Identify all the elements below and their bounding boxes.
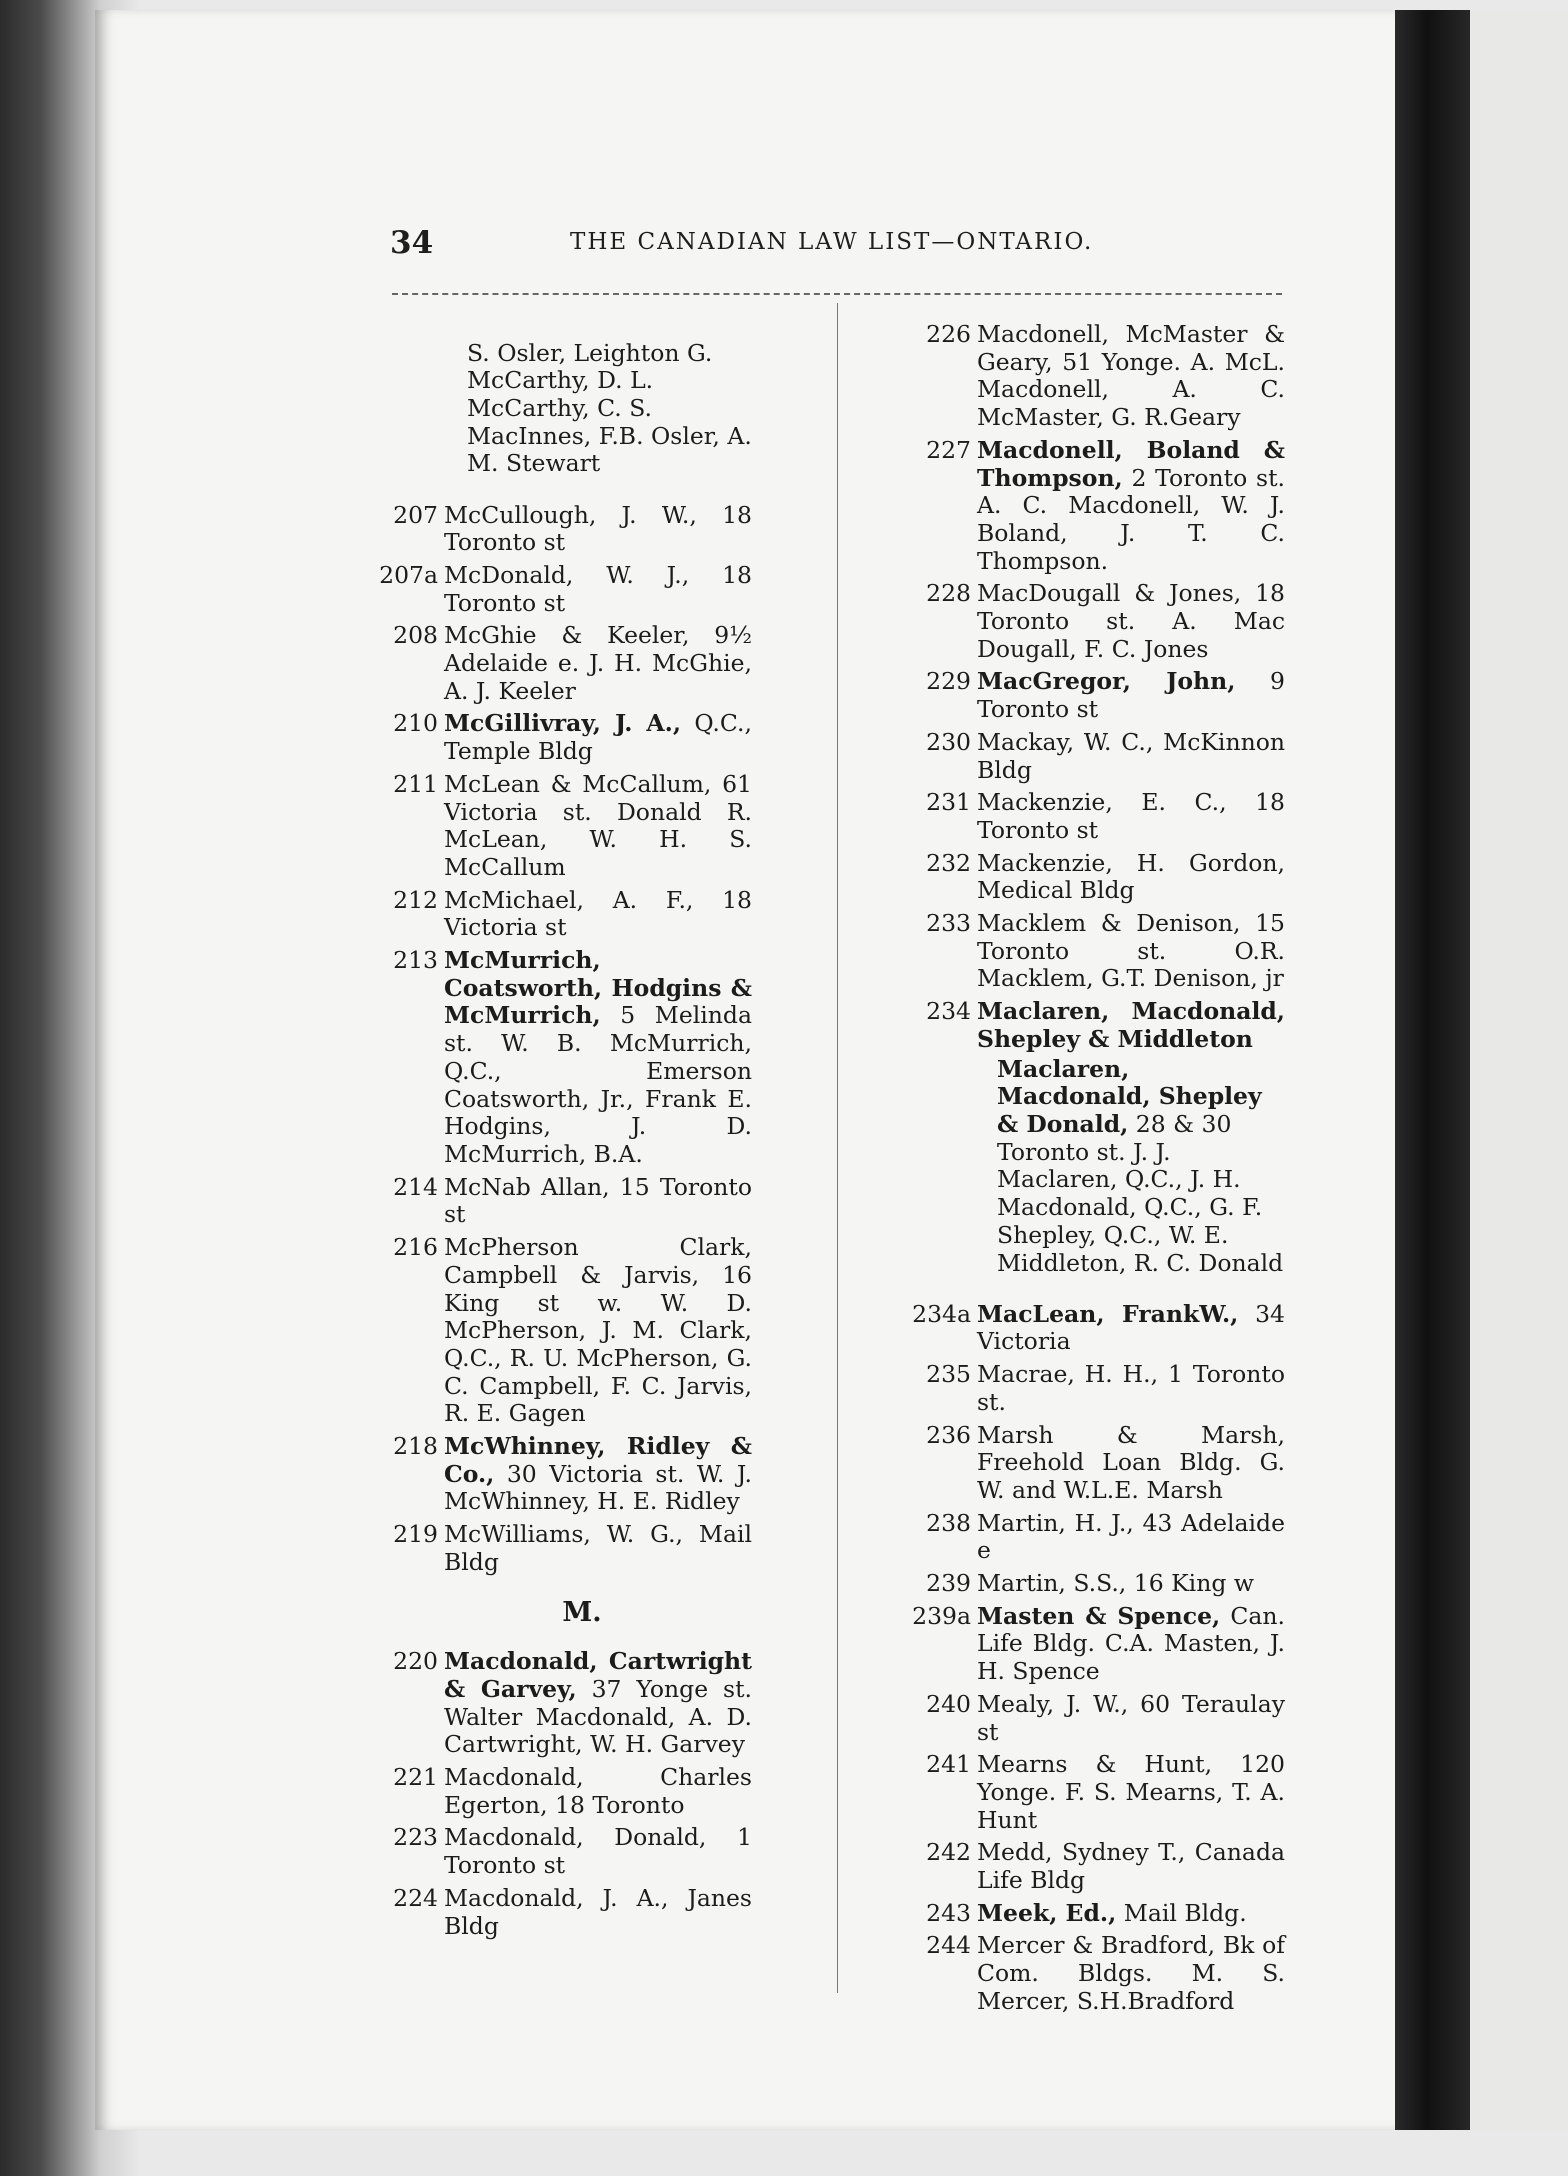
entry-number: 241 xyxy=(926,1750,971,1779)
entry-text: Macdonald, Charles Egerton, 18 Toronto xyxy=(444,1763,752,1819)
directory-entry xyxy=(372,1885,752,1940)
entry-text: Q.C., Temple Bldg xyxy=(444,709,752,766)
entry-body xyxy=(444,1648,752,1759)
entry-body xyxy=(444,1234,752,1428)
entry-number: 243 xyxy=(926,1898,971,1927)
directory-entry xyxy=(905,850,1285,905)
sub-entry-firm: Maclaren, Macdonald, Shepley & Donald, xyxy=(997,1054,1262,1138)
entry-text: Mackenzie, E. C., 18 Toronto st xyxy=(977,788,1285,844)
right-entry-list-after xyxy=(905,1301,1285,2016)
entry-number: 234a xyxy=(912,1299,971,1328)
entry-number: 228 xyxy=(926,579,971,608)
entry-body xyxy=(444,1764,752,1819)
entry-body xyxy=(977,1932,1285,2015)
entry-text: McGhie & Keeler, 9½ Adelaide e. J. H. McGhie, A. J. Keeler xyxy=(444,621,752,705)
entry-number: 221 xyxy=(393,1763,438,1792)
entry-text: McLean & McCallum, 61 Victoria st. Donald R. McLean, W. H. S. McCallum xyxy=(444,769,752,881)
entry-body xyxy=(977,437,1285,576)
entry-text: Mackenzie, H. Gordon, Medical Bldg xyxy=(977,848,1285,905)
entry-number: 218 xyxy=(393,1432,438,1461)
entry-firm: McMurrich, Coatsworth, Hodgins & McMurrich, xyxy=(444,946,752,1030)
entry-body xyxy=(977,1603,1285,1686)
entry-body xyxy=(977,580,1285,663)
directory-entry xyxy=(905,1751,1285,1834)
directory-entry xyxy=(905,668,1285,723)
entry-number: 234 xyxy=(926,997,971,1026)
directory-entry xyxy=(905,1603,1285,1686)
entry-body xyxy=(444,1174,752,1229)
entry-body xyxy=(977,729,1285,784)
section-letter: M. xyxy=(562,1596,602,1628)
entry-number: 224 xyxy=(393,1883,438,1912)
entry-body xyxy=(977,1301,1285,1356)
directory-entry xyxy=(905,580,1285,663)
entry-number: 208 xyxy=(393,621,438,650)
entry-text: MacDougall & Jones, 18 Toronto st. A. Mac Dougall, F. C. Jones xyxy=(977,579,1285,663)
entry-text: Martin, H. J., 43 Adelaide e xyxy=(977,1508,1285,1565)
entry-text: Mercer & Bradford, Bk of Com. Bldgs. M. S. Mercer, S.H.Bradford xyxy=(977,1931,1285,2015)
entry-number: 223 xyxy=(393,1823,438,1852)
entry-number: 220 xyxy=(393,1647,438,1676)
directory-entry xyxy=(372,1521,752,1576)
directory-entry xyxy=(905,1570,1285,1598)
directory-entry xyxy=(905,1510,1285,1565)
entry-text: Macklem & Denison, 15 Toronto st. O.R. Macklem, G.T. Denison, jr xyxy=(977,909,1285,993)
directory-entry xyxy=(372,710,752,765)
entry-body xyxy=(977,321,1285,432)
directory-entry xyxy=(372,887,752,942)
directory-entry xyxy=(905,321,1285,432)
entry-firm: Macdonell, Boland & Thompson, xyxy=(977,435,1285,492)
entry-number: 207a xyxy=(379,560,438,589)
directory-entry xyxy=(905,1900,1285,1928)
right-entry-list xyxy=(905,321,1285,1054)
entry-body xyxy=(977,910,1285,993)
entry-body xyxy=(444,887,752,942)
entry-text: 37 Yonge st. Walter Macdonald, A. D. Cartwright, W. H. Garvey xyxy=(444,1674,752,1759)
entry-text: Macdonald, Donald, 1 Toronto st xyxy=(444,1823,752,1880)
entry-number: 236 xyxy=(926,1420,971,1449)
entry-firm: McGillivray, J. A., xyxy=(444,709,682,738)
directory-entry xyxy=(905,1839,1285,1894)
entry-body xyxy=(977,668,1285,723)
entry-body xyxy=(444,947,752,1169)
entry-text: 30 Victoria st. W. J. McWhinney, H. E. Ridley xyxy=(444,1459,752,1516)
entry-number: 216 xyxy=(393,1233,438,1262)
entry-body xyxy=(977,1570,1285,1598)
entry-firm: Masten & Spence, xyxy=(977,1601,1221,1630)
entry-firm: McWhinney, Ridley & Co., xyxy=(444,1432,752,1488)
entry-number: 212 xyxy=(393,885,438,914)
entry-number: 235 xyxy=(926,1360,971,1389)
entry-text: Mackay, W. C., McKinnon Bldg xyxy=(977,727,1285,784)
entry-body xyxy=(977,850,1285,905)
entry-body xyxy=(977,789,1285,844)
entry-number: 210 xyxy=(393,709,438,738)
directory-entry xyxy=(372,1174,752,1229)
directory-entry xyxy=(372,1764,752,1819)
entry-body xyxy=(977,1510,1285,1565)
directory-entry xyxy=(905,998,1285,1053)
entry-body xyxy=(444,502,752,557)
entry-number: 238 xyxy=(926,1508,971,1537)
directory-entry xyxy=(905,1691,1285,1746)
directory-entry xyxy=(372,622,752,705)
directory-entry xyxy=(372,502,752,557)
left-entry-list-after xyxy=(372,1648,752,1940)
entry-text: McWilliams, W. G., Mail Bldg xyxy=(444,1520,752,1576)
entry-body xyxy=(444,710,752,765)
entry-firm: MacGregor, John, xyxy=(977,667,1236,696)
directory-entry xyxy=(372,947,752,1169)
page-number: 34 xyxy=(390,225,434,261)
entry-text: Marsh & Marsh, Freehold Loan Bldg. G. W. and W.L.E. Marsh xyxy=(977,1420,1285,1504)
entry-text: 9 Toronto st xyxy=(977,667,1285,724)
entry-firm: Macdonald, Cartwright & Garvey, xyxy=(444,1647,752,1703)
page-header xyxy=(390,225,1290,265)
directory-entry xyxy=(372,771,752,882)
left-column xyxy=(372,316,752,1940)
entry-number: 232 xyxy=(926,848,971,877)
entry-number: 219 xyxy=(393,1520,438,1549)
entry-text: McDonald, W. J., 18 Toronto st xyxy=(444,560,752,617)
entry-text: McPherson Clark, Campbell & Jarvis, 16 King st w. W. D. McPherson, J. M. Clark, Q.C., R. U. McPherson, G. C. Campbell, F. C. Jarvis, R. E. Gagen xyxy=(444,1233,752,1428)
directory-entry xyxy=(905,437,1285,576)
entry-text: Martin, S.S., 16 King w xyxy=(977,1569,1254,1598)
entry-number: 207 xyxy=(393,500,438,529)
entry-number: 233 xyxy=(926,909,971,938)
sub-entry xyxy=(905,1056,1285,1278)
entry-number: 239a xyxy=(912,1601,971,1630)
entry-firm: Meek, Ed., xyxy=(977,1898,1117,1927)
entry-number: 214 xyxy=(393,1172,438,1201)
directory-entry xyxy=(372,1433,752,1516)
directory-entry xyxy=(905,910,1285,993)
directory-entry xyxy=(905,1932,1285,2015)
header-rule xyxy=(392,293,1282,295)
directory-entry xyxy=(905,1301,1285,1356)
sub-entry-text: 28 & 30 Toronto st. J. J. Maclaren, Q.C., J. H. Macdonald, Q.C., G. F. Shepley, Q.C., W. E. Middleton, R. C. Donald xyxy=(997,1109,1284,1277)
directory-entry xyxy=(372,562,752,617)
entry-text: McMichael, A. F., 18 Victoria st xyxy=(444,885,752,942)
entry-text: Macdonald, J. A., Janes Bldg xyxy=(444,1883,752,1940)
entry-body xyxy=(977,1691,1285,1746)
entry-text: McCullough, J. W., 18 Toronto st xyxy=(444,500,752,557)
entry-body xyxy=(977,1900,1285,1928)
entry-body xyxy=(444,771,752,882)
entry-number: 230 xyxy=(926,727,971,756)
entry-body xyxy=(977,998,1285,1053)
entry-body xyxy=(444,622,752,705)
entry-body xyxy=(444,1885,752,1940)
entry-body xyxy=(444,1433,752,1516)
directory-entry xyxy=(905,1361,1285,1416)
entry-text: Mearns & Hunt, 120 Yonge. F. S. Mearns, T. A. Hunt xyxy=(977,1750,1285,1834)
left-entry-list xyxy=(372,502,752,1577)
entry-body xyxy=(977,1839,1285,1894)
entry-number: 211 xyxy=(393,769,438,798)
entry-body xyxy=(444,1521,752,1576)
continuation-text: S. Osler, Leighton G. McCarthy, D. L. McCarthy, C. S. MacInnes, F.B. Osler, A. M. Stewart xyxy=(467,338,752,478)
adjacent-page-edge xyxy=(1470,10,1568,2130)
page-gutter xyxy=(1395,10,1475,2130)
column-divider xyxy=(837,303,838,1993)
entry-text: Medd, Sydney T., Canada Life Bldg xyxy=(977,1838,1285,1895)
entry-firm: MacLean, FrankW., xyxy=(977,1299,1239,1328)
running-title: THE CANADIAN LAW LIST—ONTARIO. xyxy=(570,229,1094,255)
directory-entry xyxy=(905,729,1285,784)
entry-number: 240 xyxy=(926,1689,971,1718)
entry-number: 231 xyxy=(926,788,971,817)
directory-entry xyxy=(905,789,1285,844)
entry-body xyxy=(977,1751,1285,1834)
entry-number: 242 xyxy=(926,1838,971,1867)
entry-text: Macrae, H. H., 1 Toronto st. xyxy=(977,1360,1285,1416)
directory-entry xyxy=(372,1648,752,1759)
entry-text: Mail Bldg. xyxy=(1123,1898,1247,1927)
entry-number: 227 xyxy=(926,435,971,464)
entry-text: Macdonell, McMaster & Geary, 51 Yonge. A. McL. Macdonell, A. C. McMaster, G. R.Geary xyxy=(977,320,1285,432)
entry-text: 2 Toronto st. A. C. Macdonell, W. J. Boland, J. T. C. Thompson. xyxy=(977,463,1285,575)
entry-text: McNab Allan, 15 Toronto st xyxy=(444,1172,752,1229)
right-column xyxy=(905,316,1285,2016)
directory-entry xyxy=(905,1422,1285,1505)
directory-entry xyxy=(372,1234,752,1428)
entry-text: 34 Victoria xyxy=(977,1299,1285,1356)
entry-firm: Maclaren, Macdonald, Shepley & Middleton xyxy=(977,997,1285,1053)
entry-number: 244 xyxy=(926,1931,971,1960)
entry-number: 213 xyxy=(393,946,438,975)
entry-number: 226 xyxy=(926,320,971,348)
entry-text: 5 Melinda st. W. B. McMurrich, Q.C., Emerson Coatsworth, Jr., Frank E. Hodgins, J. D. McMurrich, B.A. xyxy=(444,1001,752,1168)
entry-body xyxy=(444,562,752,617)
entry-body xyxy=(444,1824,752,1879)
entry-number: 239 xyxy=(926,1569,971,1598)
entry-text: Mealy, J. W., 60 Teraulay st xyxy=(977,1689,1285,1746)
entry-body xyxy=(977,1361,1285,1416)
entry-number: 229 xyxy=(926,667,971,696)
directory-entry xyxy=(372,1824,752,1879)
entry-body xyxy=(977,1422,1285,1505)
entry-text: Can. Life Bldg. C.A. Masten, J. H. Spence xyxy=(977,1601,1285,1686)
